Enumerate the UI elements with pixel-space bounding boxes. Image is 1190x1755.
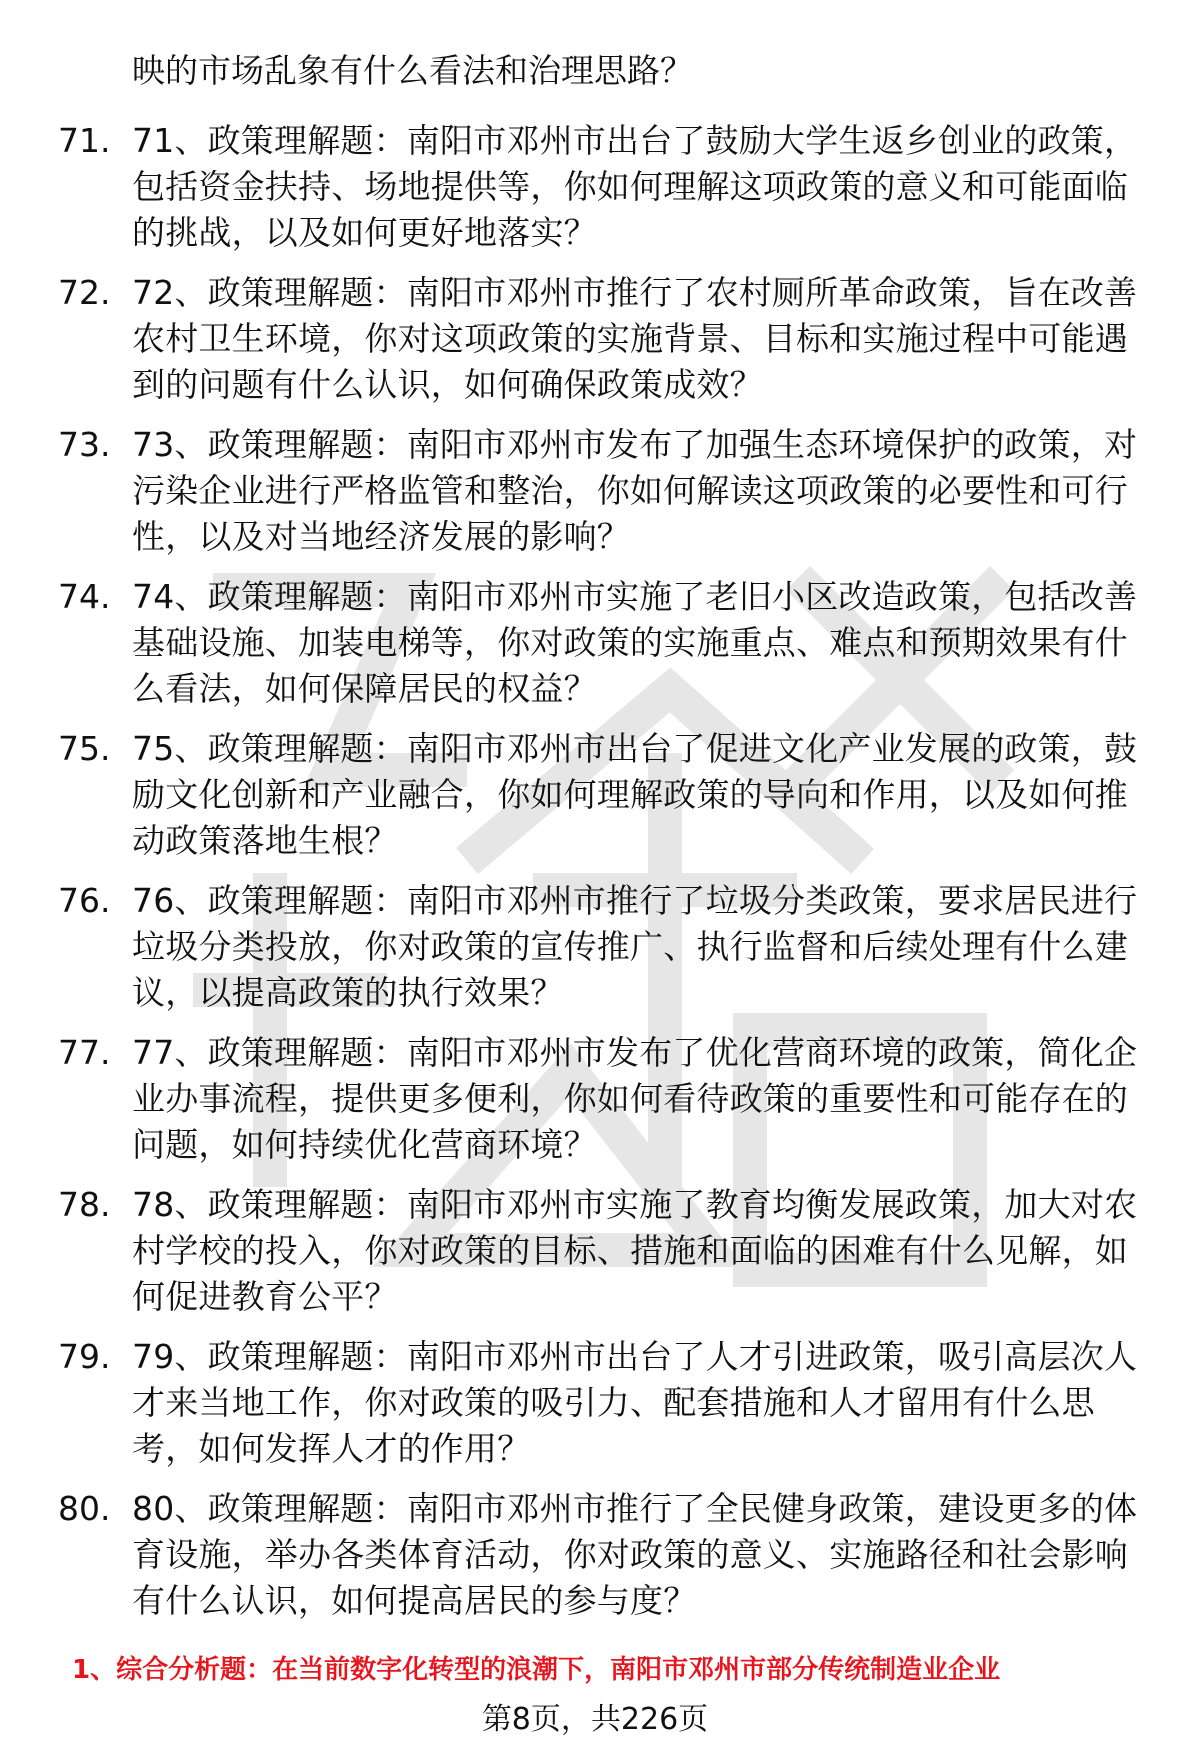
list-item [0,1182,1190,1334]
continuation-text: 映的市场乱象有什么看法和治理思路？ [132,51,693,90]
question-number: 74. [58,577,111,616]
list-item [0,1030,1190,1182]
question-text: 71、政策理解题：南阳市邓州市出台了鼓励大学生返乡创业的政策，包括资金扶持、场地提供等，你如何理解这项政策的意义和可能面临的挑战，以及如何更好地落实？ [132,121,1138,252]
page-footer: 第8页，共226页 [481,1702,709,1737]
question-text: 76、政策理解题：南阳市邓州市推行了垃圾分类政策，要求居民进行垃圾分类投放，你对政策的宣传推广、执行监督和后续处理有什么建议，以提高政策的执行效果？ [132,881,1138,1012]
question-number: 78. [58,1185,111,1224]
question-text: 75、政策理解题：南阳市邓州市出台了促进文化产业发展的政策，鼓励文化创新和产业融合，你如何理解政策的导向和作用，以及如何推动政策落地生根？ [132,729,1138,860]
list-item [0,1334,1190,1486]
list-item [0,1486,1190,1638]
question-text: 72、政策理解题：南阳市邓州市推行了农村厕所革命政策，旨在改善农村卫生环境，你对这项政策的实施背景、目标和实施过程中可能遇到的问题有什么认识，如何确保政策成效？ [132,273,1138,404]
list-item [0,878,1190,1030]
question-text: 79、政策理解题：南阳市邓州市出台了人才引进政策，吸引高层次人才来当地工作，你对政策的吸引力、配套措施和人才留用有什么思考，如何发挥人才的作用？ [132,1337,1138,1468]
question-text: 77、政策理解题：南阳市邓州市发布了优化营商环境的政策，简化企业办事流程，提供更多便利，你如何看待政策的重要性和可能存在的问题，如何持续优化营商环境？ [132,1033,1138,1164]
section-heading: 1、综合分析题：在当前数字化转型的浪潮下，南阳市邓州市部分传统制造业企业 [72,1655,1001,1685]
question-text: 73、政策理解题：南阳市邓州市发布了加强生态环境保护的政策，对污染企业进行严格监管和整治，你如何解读这项政策的必要性和可行性，以及对当地经济发展的影响？ [132,425,1138,556]
question-list [0,118,1190,1638]
list-item [0,270,1190,422]
list-item [0,118,1190,270]
list-item [0,726,1190,878]
question-text: 78、政策理解题：南阳市邓州市实施了教育均衡发展政策，加大对农村学校的投入，你对政策的目标、措施和面临的困难有什么见解，如何促进教育公平？ [132,1185,1138,1316]
question-number: 71. [58,121,111,160]
list-item [0,422,1190,574]
question-number: 80. [58,1489,111,1528]
question-number: 76. [58,881,111,920]
question-text: 74、政策理解题：南阳市邓州市实施了老旧小区改造政策，包括改善基础设施、加装电梯等，你对政策的实施重点、难点和预期效果有什么看法，如何保障居民的权益？ [132,577,1138,708]
question-number: 72. [58,273,111,312]
list-item [0,574,1190,726]
question-number: 79. [58,1337,111,1376]
question-number: 77. [58,1033,111,1072]
question-number: 73. [58,425,111,464]
question-number: 75. [58,729,111,768]
question-text: 80、政策理解题：南阳市邓州市推行了全民健身政策，建设更多的体育设施，举办各类体育活动，你对政策的意义、实施路径和社会影响有什么认识，如何提高居民的参与度？ [132,1489,1138,1620]
